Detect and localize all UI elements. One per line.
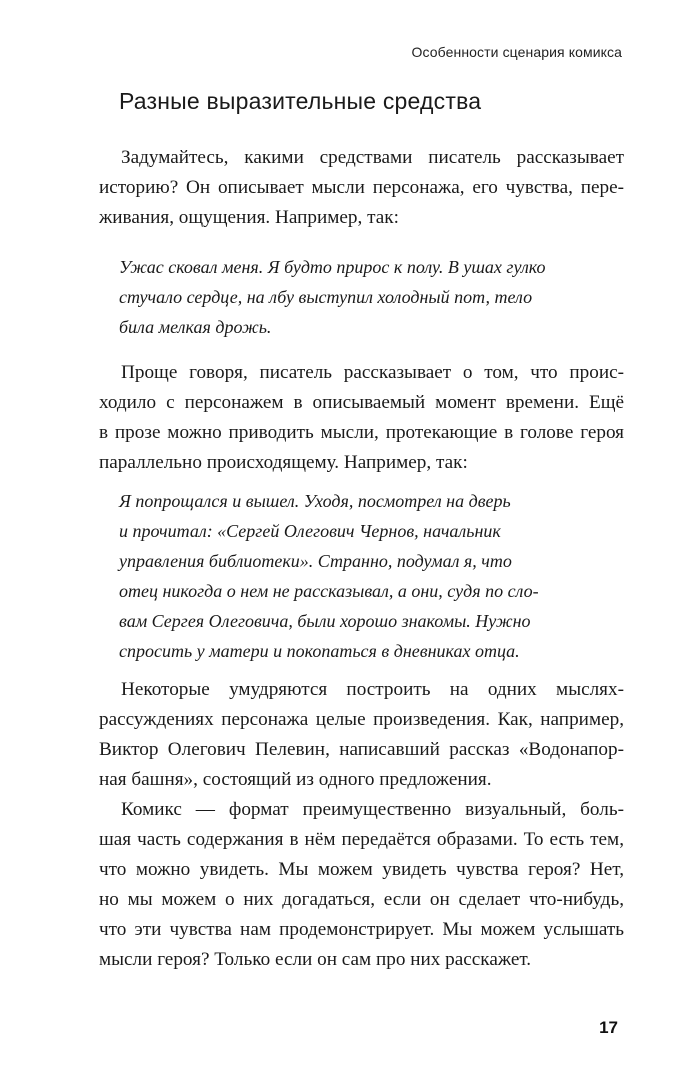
text-line: живания, ощущения. Например, так: <box>99 207 399 228</box>
quote-line: управления библиотеки». Странно, подумал я, что <box>119 551 512 571</box>
text-line: Проще говоря, писатель рассказывает о том, что проис- <box>121 362 624 383</box>
text-line: что эти чувства нам продемонстрирует. Мы можем услышать <box>99 919 624 940</box>
text-line: ходило с персонажем в описываемый момент времени. Ещё <box>99 392 624 413</box>
paragraph-explanation <box>99 358 624 478</box>
page-number: 17 <box>599 1018 618 1037</box>
text-line: Комикс — формат преимущественно визуальный, боль- <box>121 799 624 820</box>
text-line: что можно увидеть. Мы можем увидеть чувства героя? Нет, <box>99 859 624 880</box>
text-line: в прозе можно приводить мысли, протекающие в голове героя <box>99 422 624 443</box>
text-line: историю? Он описывает мысли персонажа, его чувства, пере- <box>99 177 624 198</box>
text-line: ная башня», состоящий из одного предложения. <box>99 769 492 790</box>
text-line: Некоторые умудряются построить на одних мыслях- <box>121 679 624 700</box>
section-title: Разные выразительные средства <box>119 88 482 114</box>
text-line: мысли героя? Только если он сам про них расскажет. <box>99 949 532 970</box>
paragraph-pelevin <box>99 675 624 795</box>
quote-line: Я попрощался и вышел. Уходя, посмотрел на дверь <box>119 491 511 511</box>
quote-line: спросить у матери и покопаться в дневниках отца. <box>119 641 520 661</box>
text-line: рассуждениях персонажа целые произведения. Как, например, <box>99 709 624 730</box>
quote-example-1 <box>119 252 619 342</box>
quote-example-2 <box>119 486 619 666</box>
text-line: Задумайтесь, какими средствами писатель рассказывает <box>121 147 624 168</box>
text-line: шая часть содержания в нём передаётся образами. То есть тем, <box>99 829 624 850</box>
quote-line: била мелкая дрожь. <box>119 317 272 337</box>
paragraph-intro <box>99 143 624 233</box>
quote-line: Ужас сковал меня. Я будто прирос к полу. В ушах гулко <box>119 257 546 277</box>
quote-line: вам Сергея Олеговича, были хорошо знакомы. Нужно <box>119 611 531 631</box>
quote-line: отец никогда о нем не рассказывал, а они, судя по сло- <box>119 581 539 601</box>
paragraph-comics <box>99 795 624 975</box>
text-line: но мы можем о них догадаться, если он сделает что-нибудь, <box>99 889 624 910</box>
text-line: параллельно происходящему. Например, так: <box>99 452 468 473</box>
text-line: Виктор Олегович Пелевин, написавший рассказ «Водонапор- <box>99 739 624 760</box>
running-header: Особенности сценария комикса <box>411 44 622 60</box>
quote-line: и прочитал: «Сергей Олегович Чернов, начальник <box>119 521 501 541</box>
quote-line: стучало сердце, на лбу выступил холодный пот, тело <box>119 287 533 307</box>
